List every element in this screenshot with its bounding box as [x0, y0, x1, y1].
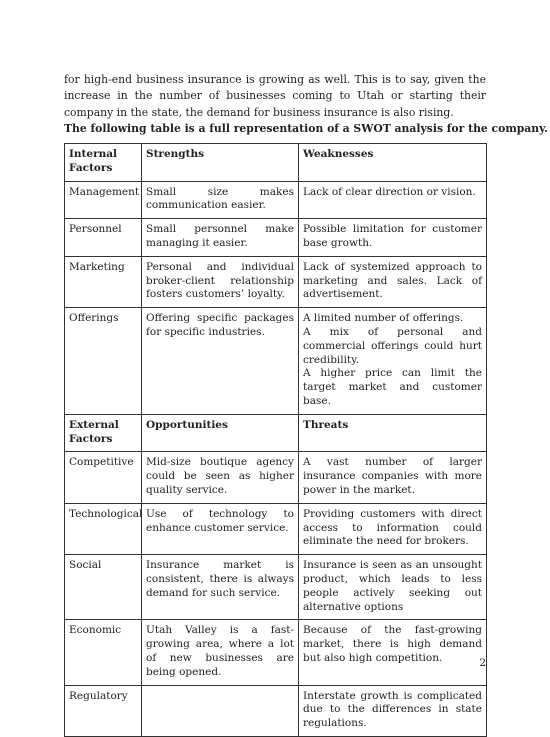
factor-cell: Offerings: [65, 308, 142, 415]
external-col3-cell: A vast number of larger insurance companies with more power in the market.: [299, 452, 487, 503]
internal-col3-cell: A limited number of offerings. A mix of personal and commercial offerings could hurt credibility. A higher price can limit the target market and customer base.: [299, 308, 487, 415]
swot-table: [64, 143, 487, 737]
internal-col2-cell: Small personnel make managing it easier.: [142, 219, 299, 257]
factor-cell: Social: [65, 555, 142, 620]
table-row: [65, 555, 487, 620]
external-col3-cell: Insurance is seen as an unsought product, which leads to less people actively seeking out alternative options: [299, 555, 487, 620]
external-col3-cell: Because of the fast-growing market, there is high demand but also high competition.: [299, 620, 487, 685]
internal-col3-cell: Lack of clear direction or vision.: [299, 181, 487, 219]
table-row: [65, 256, 487, 307]
external-col2-cell: Use of technology to enhance customer service.: [142, 503, 299, 554]
page-number: 2: [479, 657, 486, 669]
internal-header-cell: Strengths: [142, 144, 299, 182]
table-row: [65, 620, 487, 685]
external-header-cell: Threats: [299, 414, 487, 452]
factor-cell: Technological: [65, 503, 142, 554]
internal-col2-cell: Offering specific packages for specific industries.: [142, 308, 299, 415]
internal-col3-cell: Lack of systemized approach to marketing and sales. Lack of advertisement.: [299, 256, 487, 307]
external-header-cell: Opportunities: [142, 414, 299, 452]
table-row: [65, 181, 487, 219]
factor-cell: Personnel: [65, 219, 142, 257]
factor-cell: Economic: [65, 620, 142, 685]
factor-cell: Regulatory: [65, 685, 142, 736]
internal-col3-cell: Possible limitation for customer base growth.: [299, 219, 487, 257]
external-col2-cell: Insurance market is consistent, there is always demand for such service.: [142, 555, 299, 620]
table-caption: The following table is a full representation of a SWOT analysis for the company.: [64, 122, 548, 135]
table-row: [65, 308, 487, 415]
factor-cell: Marketing: [65, 256, 142, 307]
table-row: [65, 219, 487, 257]
internal-header-cell: Internal Factors: [65, 144, 142, 182]
external-col3-cell: Interstate growth is complicated due to the differences in state regulations.: [299, 685, 487, 736]
factor-cell: Management: [65, 181, 142, 219]
table-row: [65, 503, 487, 554]
table-row: [65, 452, 487, 503]
intro-paragraph: for high-end business insurance is growing as well. This is to say, given the increase in the number of businesses coming to Utah or starting their company in the state, the demand for business insurance is also rising.: [64, 72, 486, 119]
external-col3-cell: Providing customers with direct access to information could eliminate the need for brokers.: [299, 503, 487, 554]
external-col2-cell: Utah Valley is a fast-growing area, where a lot of new businesses are being opened.: [142, 620, 299, 685]
internal-header-row: [65, 144, 487, 182]
external-header-cell: External Factors: [65, 414, 142, 452]
factor-cell: Competitive: [65, 452, 142, 503]
internal-col2-cell: Personal and individual broker-client relationship fosters customers’ loyalty.: [142, 256, 299, 307]
external-col2-cell: Mid-size boutique agency could be seen as higher quality service.: [142, 452, 299, 503]
external-header-row: [65, 414, 487, 452]
internal-header-cell: Weaknesses: [299, 144, 487, 182]
internal-col2-cell: Small size makes communication easier.: [142, 181, 299, 219]
